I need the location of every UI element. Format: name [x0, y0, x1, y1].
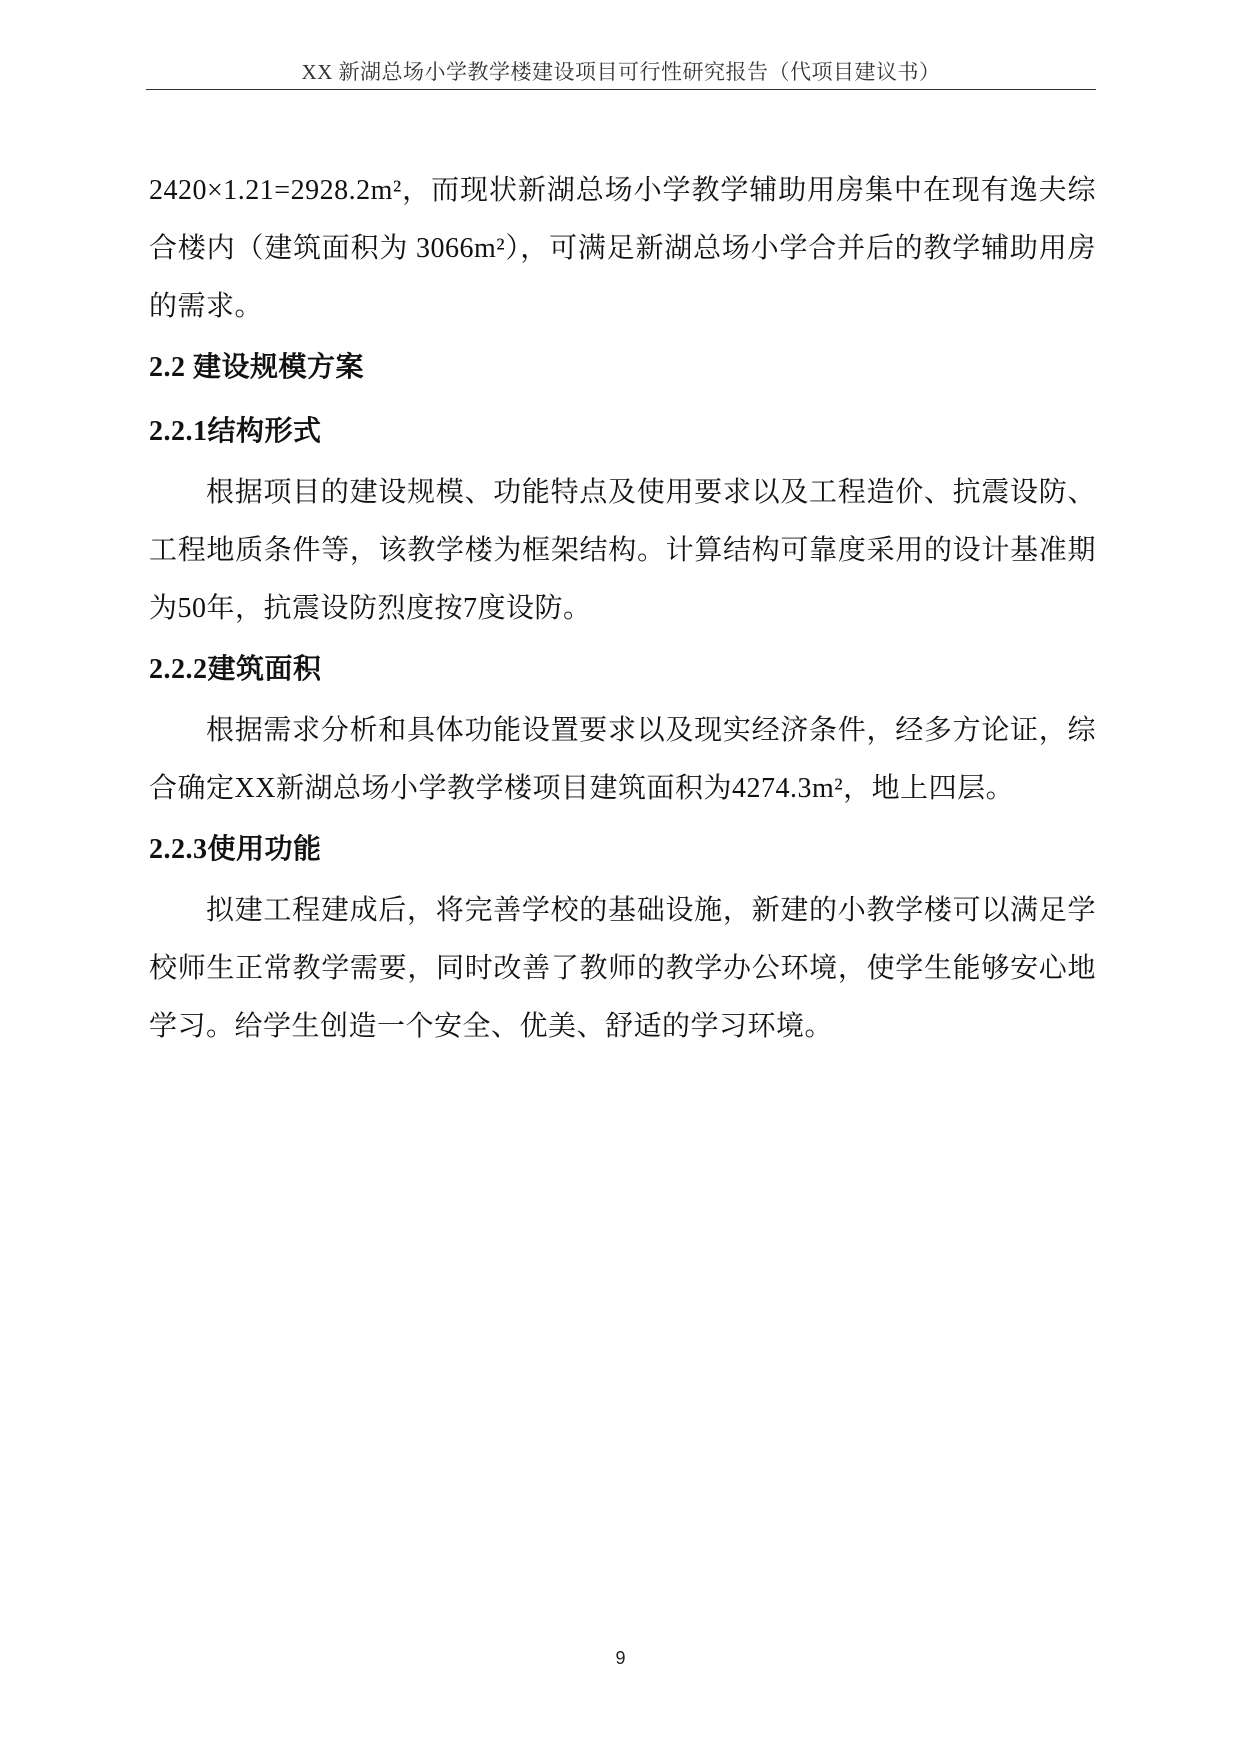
structure-form-paragraph: 根据项目的建设规模、功能特点及使用要求以及工程造价、抗震设防、工程地质条件等，该教学楼为框架结构。计算结构可靠度采用的设计基准期为50年，抗震设防烈度按7度设防。: [149, 477, 1096, 624]
document-body: [149, 162, 1096, 1056]
intro-paragraph: 2420×1.21=2928.2m²，而现状新湖总场小学教学辅助用房集中在现有逸夫综合楼内（建筑面积为 3066m²），可满足新湖总场小学合并后的教学辅助用房的需求。: [149, 175, 1096, 322]
building-area-paragraph: 根据需求分析和具体功能设置要求以及现实经济条件，经多方论证，综合确定XX新湖总场小学教学楼项目建筑面积为4274.3m²，地上四层。: [149, 715, 1096, 804]
section-heading-2-2: 2.2 建设规模方案: [149, 352, 365, 383]
subsection-heading-2-2-1: 2.2.1结构形式: [149, 416, 322, 447]
subsection-heading-2-2-3: 2.2.3使用功能: [149, 834, 322, 865]
usage-function-paragraph: 拟建工程建成后，将完善学校的基础设施，新建的小教学楼可以满足学校师生正常教学需要，同时改善了教师的教学办公环境，使学生能够安心地学习。给学生创造一个安全、优美、舒适的学习环境。: [149, 895, 1096, 1042]
running-header: XX 新湖总场小学教学楼建设项目可行性研究报告（代项目建议书）: [301, 60, 941, 84]
subsection-heading-2-2-2: 2.2.2建筑面积: [149, 654, 322, 685]
header-divider: [146, 89, 1096, 90]
page-number: 9: [615, 1648, 626, 1668]
